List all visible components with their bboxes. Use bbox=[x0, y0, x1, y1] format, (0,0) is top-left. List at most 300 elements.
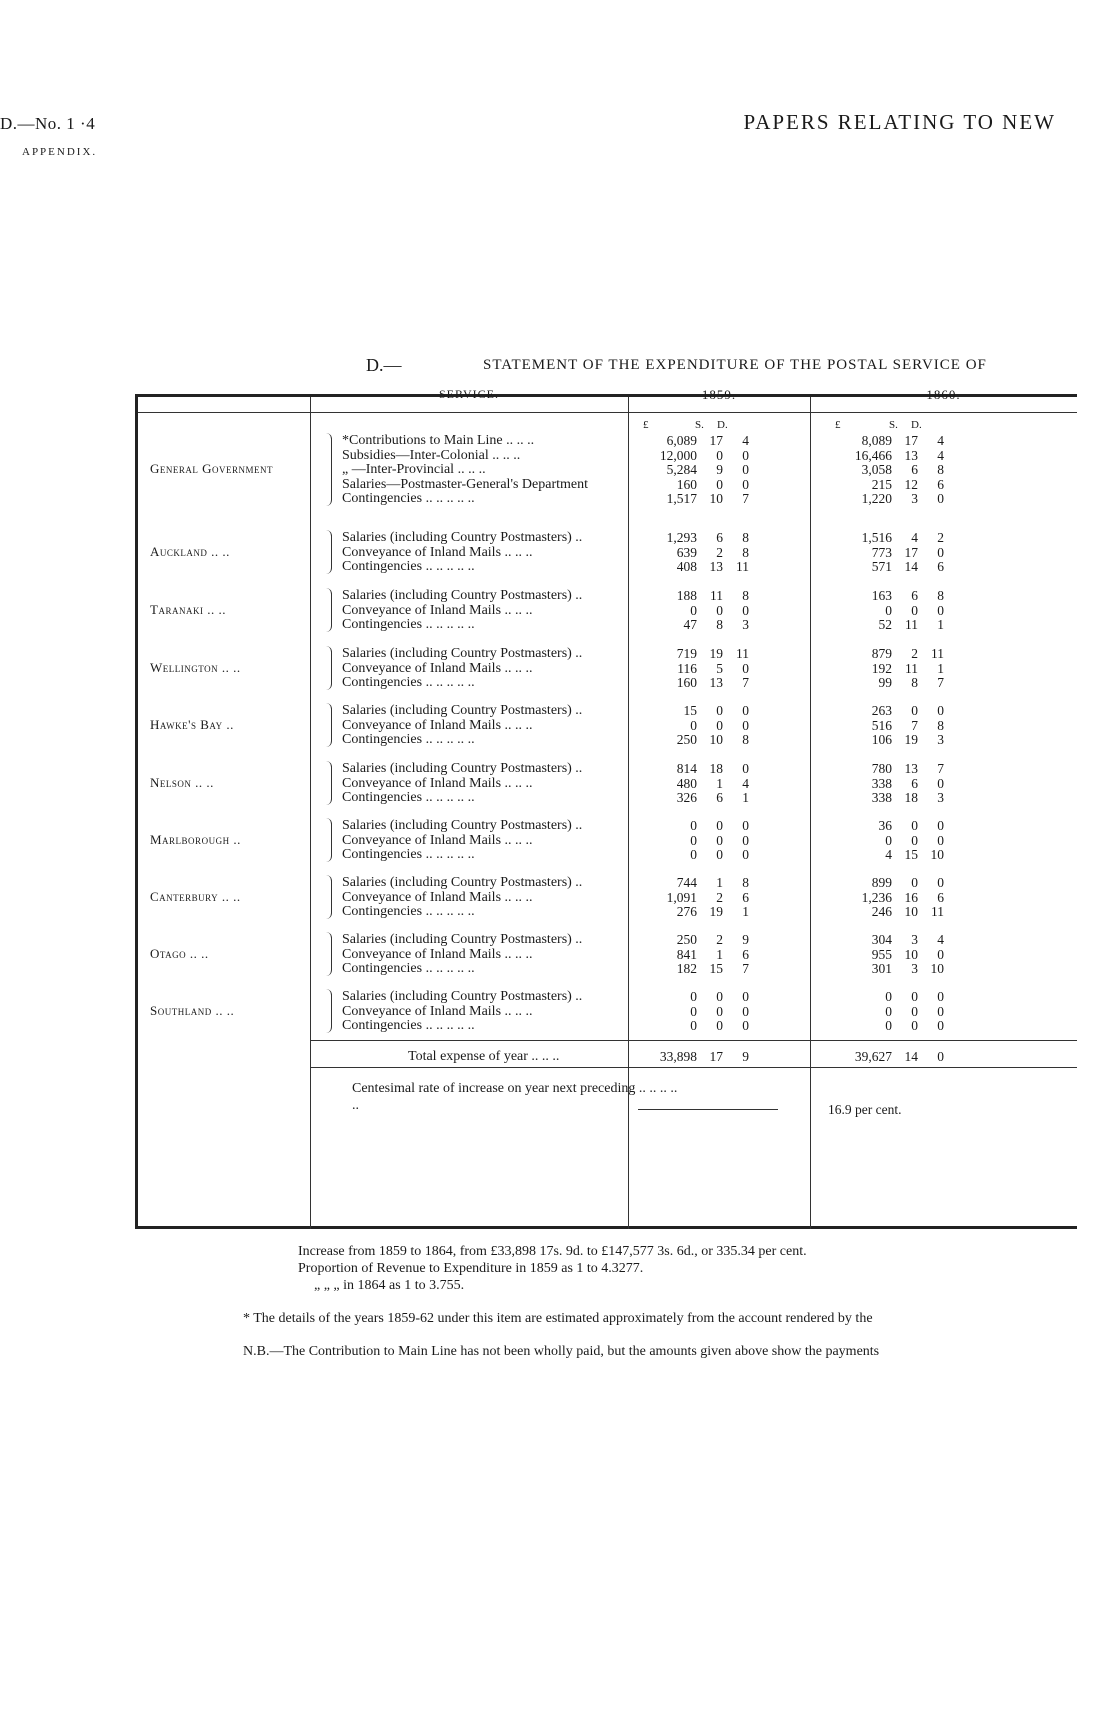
amount-pence: 8 bbox=[937, 462, 944, 477]
amount-pounds: 0 bbox=[885, 989, 892, 1004]
service-item: Salaries—Postmaster-General's Department bbox=[342, 476, 588, 492]
total-1859-pence: 9 bbox=[742, 1049, 749, 1064]
service-item: Conveyance of Inland Mails .. .. .. bbox=[342, 602, 533, 618]
amount-pounds: 192 bbox=[871, 660, 892, 676]
service-item: Conveyance of Inland Mails .. .. .. bbox=[342, 946, 533, 962]
column-head-1860: 1860. bbox=[926, 387, 961, 402]
amount-shillings: 19 bbox=[904, 732, 918, 747]
amount-pounds: 246 bbox=[871, 904, 892, 919]
note-increase: Increase from 1859 to 1864, from £33,898 17s. 9d. to £147,577 3s. 6d., or 335.34 per cent. bbox=[298, 1244, 807, 1259]
amount-pounds: 3,058 bbox=[861, 462, 892, 477]
amount-pounds: 0 bbox=[885, 602, 892, 618]
amount-pounds: 326 bbox=[676, 790, 697, 805]
amount-shillings: 13 bbox=[709, 675, 723, 690]
amount-pounds: 1,220 bbox=[861, 491, 892, 506]
amount-shillings: 3 bbox=[911, 491, 918, 506]
amount-pence: 6 bbox=[937, 889, 944, 905]
service-item: Salaries (including Country Postmasters) .. bbox=[342, 646, 583, 661]
amount-shillings: 18 bbox=[709, 761, 723, 776]
amount-pence: 0 bbox=[742, 847, 749, 862]
amount-pounds: 15 bbox=[683, 703, 697, 718]
total-1860-pounds: 39,627 bbox=[854, 1049, 892, 1064]
amount-1860 bbox=[830, 1018, 944, 1034]
amount-pence: 3 bbox=[742, 617, 749, 632]
amount-1859 bbox=[635, 904, 749, 920]
amount-pence: 0 bbox=[742, 703, 749, 718]
unit-header-pence: D. bbox=[911, 419, 922, 431]
amount-pounds: 0 bbox=[690, 717, 697, 733]
amount-shillings: 3 bbox=[911, 932, 918, 947]
amount-shillings: 3 bbox=[911, 961, 918, 976]
service-item: Contingencies .. .. .. .. .. bbox=[342, 559, 475, 574]
amount-shillings: 17 bbox=[709, 433, 723, 448]
amount-shillings: 0 bbox=[716, 703, 723, 718]
total-1860-pence: 0 bbox=[937, 1049, 944, 1064]
amount-pounds: 8,089 bbox=[861, 433, 892, 448]
amount-pence: 0 bbox=[742, 717, 749, 733]
amount-shillings: 17 bbox=[904, 433, 918, 448]
amount-shillings: 8 bbox=[716, 617, 723, 632]
amount-pounds: 639 bbox=[676, 544, 697, 560]
amount-pounds: 6,089 bbox=[666, 433, 697, 448]
amount-1860 bbox=[830, 675, 944, 691]
amount-1859 bbox=[635, 961, 749, 977]
service-item: Salaries (including Country Postmasters) .. bbox=[342, 761, 583, 776]
amount-1860 bbox=[830, 617, 944, 633]
amount-pounds: 0 bbox=[885, 832, 892, 848]
unit-header-shillings: S. bbox=[695, 419, 704, 431]
service-item: Contingencies .. .. .. .. .. bbox=[342, 961, 475, 976]
amount-shillings: 14 bbox=[904, 559, 918, 574]
amount-pence: 0 bbox=[742, 476, 749, 492]
amount-pounds: 719 bbox=[676, 646, 697, 661]
amount-shillings: 10 bbox=[904, 946, 918, 962]
amount-pounds: 215 bbox=[871, 476, 892, 492]
total-1860-shillings: 14 bbox=[904, 1049, 918, 1064]
amount-pence: 10 bbox=[930, 961, 944, 976]
amount-pence: 4 bbox=[937, 932, 944, 947]
amount-shillings: 13 bbox=[904, 447, 918, 463]
amount-pounds: 276 bbox=[676, 904, 697, 919]
column-head-1859: 1859. bbox=[701, 387, 737, 402]
note-proportion-1859: Proportion of Revenue to Expenditure in 1859 as 1 to 4.3277. bbox=[298, 1261, 644, 1276]
unit-header-pounds: £ bbox=[835, 419, 841, 431]
service-item: Contingencies .. .. .. .. .. bbox=[342, 790, 475, 805]
appendix-label: APPENDIX. bbox=[22, 146, 98, 158]
amount-pounds: 814 bbox=[676, 761, 697, 776]
amount-pence: 7 bbox=[742, 961, 749, 976]
total-1860 bbox=[830, 1049, 944, 1065]
amount-shillings: 6 bbox=[911, 462, 918, 477]
group-brace bbox=[325, 646, 332, 690]
amount-pence: 0 bbox=[937, 946, 944, 962]
group-brace bbox=[325, 761, 332, 805]
amount-1859 bbox=[635, 790, 749, 806]
amount-pence: 8 bbox=[937, 588, 944, 603]
amount-pounds: 480 bbox=[676, 775, 697, 791]
group-brace bbox=[325, 530, 332, 574]
amount-pence: 0 bbox=[937, 602, 944, 618]
amount-pounds: 4 bbox=[885, 847, 892, 862]
amount-pounds: 99 bbox=[878, 675, 892, 690]
amount-1860 bbox=[830, 732, 944, 748]
amount-pounds: 1,517 bbox=[666, 491, 697, 506]
unit-header-shillings: S. bbox=[889, 419, 898, 431]
amount-shillings: 0 bbox=[911, 875, 918, 890]
amount-shillings: 2 bbox=[911, 646, 918, 661]
divider-service-left bbox=[310, 397, 311, 1229]
amount-shillings: 15 bbox=[904, 847, 918, 862]
footnote: * The details of the years 1859-62 under this item are estimated approximately from the account rendered by the bbox=[243, 1311, 873, 1326]
amount-shillings: 11 bbox=[905, 660, 918, 676]
service-item: Salaries (including Country Postmasters) .. bbox=[342, 588, 583, 603]
amount-pence: 11 bbox=[931, 904, 944, 919]
amount-pounds: 1,516 bbox=[861, 530, 892, 545]
expenditure-table bbox=[135, 387, 1077, 1229]
amount-shillings: 0 bbox=[716, 717, 723, 733]
amount-pence: 4 bbox=[937, 433, 944, 448]
amount-pence: 10 bbox=[930, 847, 944, 862]
amount-shillings: 0 bbox=[911, 602, 918, 618]
group-brace bbox=[325, 818, 332, 862]
amount-shillings: 12 bbox=[904, 476, 918, 492]
amount-pence: 0 bbox=[742, 832, 749, 848]
amount-shillings: 0 bbox=[911, 832, 918, 848]
amount-pounds: 1,091 bbox=[666, 889, 697, 905]
amount-pounds: 250 bbox=[676, 732, 697, 747]
amount-pence: 0 bbox=[742, 602, 749, 618]
amount-shillings: 15 bbox=[709, 961, 723, 976]
amount-pounds: 1,293 bbox=[666, 530, 697, 545]
group-brace bbox=[325, 588, 332, 632]
total-rule-top bbox=[310, 1040, 1077, 1041]
amount-1860 bbox=[830, 491, 944, 507]
amount-shillings: 0 bbox=[716, 602, 723, 618]
service-item: *Contributions to Main Line .. .. .. bbox=[342, 433, 535, 448]
amount-shillings: 10 bbox=[904, 904, 918, 919]
amount-pence: 6 bbox=[937, 559, 944, 574]
amount-pounds: 0 bbox=[690, 1018, 697, 1033]
amount-shillings: 16 bbox=[904, 889, 918, 905]
column-head-service: SERVICE. bbox=[438, 387, 500, 401]
amount-pence: 8 bbox=[742, 588, 749, 603]
service-item: Salaries (including Country Postmasters) .. bbox=[342, 989, 583, 1004]
header-rule bbox=[138, 412, 1077, 413]
service-item: Conveyance of Inland Mails .. .. .. bbox=[342, 889, 533, 905]
group-brace bbox=[325, 433, 332, 506]
amount-pounds: 163 bbox=[871, 588, 892, 603]
unit-header-pounds: £ bbox=[643, 419, 649, 431]
amount-shillings: 0 bbox=[911, 703, 918, 718]
amount-pounds: 5,284 bbox=[666, 462, 697, 477]
amount-pounds: 250 bbox=[676, 932, 697, 947]
amount-pounds: 0 bbox=[690, 818, 697, 833]
amount-pounds: 516 bbox=[871, 717, 892, 733]
amount-pence: 3 bbox=[937, 732, 944, 747]
amount-pounds: 16,466 bbox=[854, 447, 892, 463]
total-label: Total expense of year .. .. .. bbox=[408, 1049, 560, 1064]
amount-shillings: 5 bbox=[716, 660, 723, 676]
amount-shillings: 6 bbox=[716, 790, 723, 805]
amount-pounds: 188 bbox=[676, 588, 697, 603]
amount-pence: 0 bbox=[742, 761, 749, 776]
amount-1859 bbox=[635, 1018, 749, 1034]
amount-shillings: 0 bbox=[716, 476, 723, 492]
total-1859 bbox=[635, 1049, 749, 1065]
amount-1860 bbox=[830, 847, 944, 863]
service-item: Salaries (including Country Postmasters) .. bbox=[342, 530, 583, 545]
amount-pence: 0 bbox=[742, 462, 749, 477]
amount-shillings: 13 bbox=[904, 761, 918, 776]
service-item: Salaries (including Country Postmasters) .. bbox=[342, 703, 583, 718]
service-item: Contingencies .. .. .. .. .. bbox=[342, 1018, 475, 1033]
amount-shillings: 19 bbox=[709, 904, 723, 919]
service-item: Conveyance of Inland Mails .. .. .. bbox=[342, 660, 533, 676]
amount-pence: 8 bbox=[742, 732, 749, 747]
group-brace bbox=[325, 932, 332, 976]
amount-pounds: 36 bbox=[878, 818, 892, 833]
amount-shillings: 0 bbox=[716, 832, 723, 848]
amount-pounds: 160 bbox=[676, 675, 697, 690]
amount-shillings: 2 bbox=[716, 544, 723, 560]
running-head: PAPERS RELATING TO NEW bbox=[743, 110, 1056, 134]
amount-1859 bbox=[635, 675, 749, 691]
amount-pence: 2 bbox=[937, 530, 944, 545]
amount-shillings: 1 bbox=[716, 946, 723, 962]
amount-pence: 6 bbox=[742, 889, 749, 905]
amount-pounds: 47 bbox=[683, 617, 697, 632]
service-item: Conveyance of Inland Mails .. .. .. bbox=[342, 1003, 533, 1019]
amount-shillings: 10 bbox=[709, 491, 723, 506]
amount-1860 bbox=[830, 559, 944, 575]
amount-pence: 7 bbox=[742, 491, 749, 506]
service-item: Contingencies .. .. .. .. .. bbox=[342, 675, 475, 690]
divider-1860-left bbox=[810, 397, 811, 1229]
amount-shillings: 1 bbox=[716, 775, 723, 791]
amount-pence: 0 bbox=[937, 832, 944, 848]
service-item: Salaries (including Country Postmasters) .. bbox=[342, 875, 583, 890]
amount-1860 bbox=[830, 961, 944, 977]
amount-pence: 0 bbox=[937, 818, 944, 833]
document-id: D.—No. 1 ·4 bbox=[0, 114, 96, 133]
district-label: Marlborough .. bbox=[150, 831, 241, 847]
amount-pounds: 160 bbox=[676, 476, 697, 492]
service-item: „ —Inter-Provincial .. .. .. bbox=[342, 462, 486, 477]
amount-shillings: 4 bbox=[911, 530, 918, 545]
amount-pounds: 12,000 bbox=[659, 447, 697, 463]
service-item: Conveyance of Inland Mails .. .. .. bbox=[342, 832, 533, 848]
amount-pence: 6 bbox=[937, 476, 944, 492]
amount-pence: 0 bbox=[742, 660, 749, 676]
service-item: Contingencies .. .. .. .. .. bbox=[342, 491, 475, 506]
amount-shillings: 2 bbox=[716, 932, 723, 947]
district-label: Wellington .. .. bbox=[150, 659, 241, 675]
amount-shillings: 17 bbox=[904, 544, 918, 560]
amount-pounds: 0 bbox=[690, 989, 697, 1004]
amount-pence: 0 bbox=[742, 447, 749, 463]
amount-shillings: 0 bbox=[716, 989, 723, 1004]
statement-label: D.— bbox=[366, 355, 402, 375]
amount-shillings: 0 bbox=[716, 847, 723, 862]
group-brace bbox=[325, 989, 332, 1033]
amount-shillings: 0 bbox=[716, 447, 723, 463]
amount-pence: 3 bbox=[937, 790, 944, 805]
amount-pence: 1 bbox=[742, 790, 749, 805]
amount-pounds: 773 bbox=[871, 544, 892, 560]
amount-1860 bbox=[830, 904, 944, 920]
service-item: Conveyance of Inland Mails .. .. .. bbox=[342, 544, 533, 560]
amount-pence: 0 bbox=[937, 1018, 944, 1033]
amount-pounds: 780 bbox=[871, 761, 892, 776]
amount-pence: 0 bbox=[937, 491, 944, 506]
amount-shillings: 0 bbox=[911, 1018, 918, 1033]
district-label: Taranaki .. .. bbox=[150, 601, 226, 617]
amount-pence: 0 bbox=[937, 989, 944, 1004]
nota-bene: N.B.—The Contribution to Main Line has not been wholly paid, but the amounts given above show the payments bbox=[243, 1344, 880, 1359]
service-item: Conveyance of Inland Mails .. .. .. bbox=[342, 775, 533, 791]
amount-pounds: 571 bbox=[871, 559, 892, 574]
amount-1859 bbox=[635, 617, 749, 633]
amount-shillings: 0 bbox=[716, 1003, 723, 1019]
service-item: Contingencies .. .. .. .. .. bbox=[342, 617, 475, 632]
amount-shillings: 0 bbox=[911, 1003, 918, 1019]
amount-pounds: 182 bbox=[676, 961, 697, 976]
amount-pence: 0 bbox=[937, 1003, 944, 1019]
amount-pounds: 338 bbox=[871, 790, 892, 805]
amount-pence: 0 bbox=[742, 1003, 749, 1019]
amount-shillings: 19 bbox=[709, 646, 723, 661]
amount-pounds: 0 bbox=[690, 847, 697, 862]
total-rule-bottom bbox=[310, 1067, 1077, 1068]
amount-shillings: 6 bbox=[911, 775, 918, 791]
amount-pence: 4 bbox=[742, 775, 749, 791]
amount-pence: 0 bbox=[937, 875, 944, 890]
amount-pence: 8 bbox=[742, 875, 749, 890]
service-item: Conveyance of Inland Mails .. .. .. bbox=[342, 717, 533, 733]
amount-shillings: 6 bbox=[911, 588, 918, 603]
amount-1860 bbox=[830, 790, 944, 806]
amount-pounds: 338 bbox=[871, 775, 892, 791]
group-brace bbox=[325, 875, 332, 919]
amount-shillings: 2 bbox=[716, 889, 723, 905]
amount-pence: 0 bbox=[937, 703, 944, 718]
amount-pence: 1 bbox=[937, 660, 944, 676]
amount-pounds: 106 bbox=[871, 732, 892, 747]
amount-shillings: 0 bbox=[911, 989, 918, 1004]
statement-title: STATEMENT OF THE EXPENDITURE OF THE POSTAL SERVICE OF bbox=[483, 357, 987, 373]
service-item: Contingencies .. .. .. .. .. bbox=[342, 904, 475, 919]
amount-shillings: 0 bbox=[911, 818, 918, 833]
amount-pence: 8 bbox=[742, 544, 749, 560]
amount-pounds: 955 bbox=[871, 946, 892, 962]
amount-shillings: 6 bbox=[716, 530, 723, 545]
rate-label: Centesimal rate of increase on year next preceding .. .. .. .. .. bbox=[352, 1081, 678, 1113]
district-label: Otago .. .. bbox=[150, 945, 209, 961]
amount-pounds: 0 bbox=[690, 832, 697, 848]
amount-pence: 4 bbox=[742, 433, 749, 448]
amount-pence: 0 bbox=[937, 775, 944, 791]
service-item: Salaries (including Country Postmasters) .. bbox=[342, 932, 583, 947]
amount-pence: 1 bbox=[742, 904, 749, 919]
amount-1859 bbox=[635, 847, 749, 863]
amount-pounds: 0 bbox=[885, 1003, 892, 1019]
amount-pence: 8 bbox=[742, 530, 749, 545]
total-1859-pounds: 33,898 bbox=[659, 1049, 697, 1064]
district-label: Southland .. .. bbox=[150, 1002, 235, 1018]
amount-pence: 8 bbox=[937, 717, 944, 733]
amount-shillings: 18 bbox=[904, 790, 918, 805]
amount-shillings: 1 bbox=[716, 875, 723, 890]
amount-pence: 7 bbox=[742, 675, 749, 690]
amount-pounds: 301 bbox=[871, 961, 892, 976]
note-proportion-1864: „ „ „ in 1864 as 1 to 3.755. bbox=[314, 1278, 465, 1293]
amount-pence: 11 bbox=[931, 646, 944, 661]
group-brace bbox=[325, 703, 332, 747]
district-label: Auckland .. .. bbox=[150, 543, 230, 559]
amount-pounds: 0 bbox=[690, 602, 697, 618]
amount-pence: 11 bbox=[736, 646, 749, 661]
amount-shillings: 0 bbox=[716, 1018, 723, 1033]
amount-pence: 6 bbox=[742, 946, 749, 962]
amount-pounds: 0 bbox=[885, 1018, 892, 1033]
amount-1859 bbox=[635, 491, 749, 507]
amount-pence: 0 bbox=[742, 989, 749, 1004]
amount-pounds: 744 bbox=[676, 875, 697, 890]
district-label: Hawke's Bay .. bbox=[150, 716, 234, 732]
amount-shillings: 8 bbox=[911, 675, 918, 690]
amount-shillings: 0 bbox=[716, 818, 723, 833]
amount-pence: 11 bbox=[736, 559, 749, 574]
amount-pence: 0 bbox=[742, 1018, 749, 1033]
amount-pounds: 0 bbox=[690, 1003, 697, 1019]
service-item: Salaries (including Country Postmasters) .. bbox=[342, 818, 583, 833]
amount-pounds: 841 bbox=[676, 946, 697, 962]
amount-pounds: 263 bbox=[871, 703, 892, 718]
amount-shillings: 9 bbox=[716, 462, 723, 477]
amount-pence: 7 bbox=[937, 675, 944, 690]
amount-pence: 1 bbox=[937, 617, 944, 632]
district-label: Nelson .. .. bbox=[150, 774, 214, 790]
district-label: General Government bbox=[150, 461, 274, 476]
rate-1860: 16.9 per cent. bbox=[828, 1102, 902, 1117]
amount-pence: 0 bbox=[937, 544, 944, 560]
amount-pounds: 116 bbox=[677, 660, 697, 676]
amount-pounds: 304 bbox=[871, 932, 892, 947]
total-1859-shillings: 17 bbox=[709, 1049, 723, 1064]
amount-pounds: 899 bbox=[871, 875, 892, 890]
amount-pence: 4 bbox=[937, 447, 944, 463]
service-item: Contingencies .. .. .. .. .. bbox=[342, 732, 475, 747]
service-item: Subsidies—Inter-Colonial .. .. .. bbox=[342, 447, 521, 463]
unit-header-pence: D. bbox=[717, 419, 728, 431]
amount-pounds: 408 bbox=[676, 559, 697, 574]
district-label: Canterbury .. .. bbox=[150, 888, 241, 904]
service-item: Contingencies .. .. .. .. .. bbox=[342, 847, 475, 862]
amount-shillings: 13 bbox=[709, 559, 723, 574]
amount-pence: 0 bbox=[742, 818, 749, 833]
amount-pence: 7 bbox=[937, 761, 944, 776]
amount-shillings: 10 bbox=[709, 732, 723, 747]
amount-1859 bbox=[635, 559, 749, 575]
amount-shillings: 11 bbox=[905, 617, 918, 632]
amount-shillings: 7 bbox=[911, 717, 918, 733]
amount-pounds: 52 bbox=[878, 617, 892, 632]
amount-pounds: 1,236 bbox=[861, 889, 892, 905]
amount-pence: 9 bbox=[742, 932, 749, 947]
amount-pounds: 879 bbox=[871, 646, 892, 661]
amount-shillings: 11 bbox=[710, 588, 723, 603]
amount-1859 bbox=[635, 732, 749, 748]
